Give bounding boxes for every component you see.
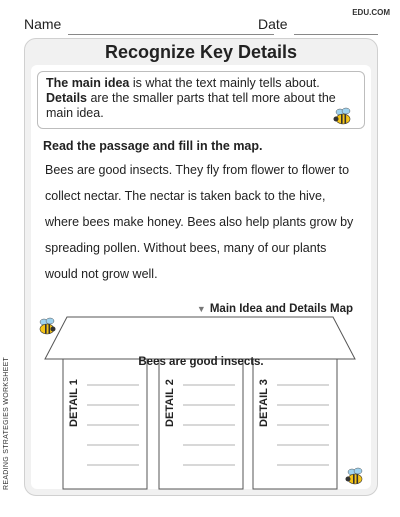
name-line[interactable]	[68, 34, 274, 35]
details-term: Details	[46, 91, 87, 105]
brand-logo: EDU.COM	[352, 8, 390, 17]
main-idea-definition: is what the text mainly tells about.	[129, 76, 320, 90]
details-definition: are the smaller parts that tell more about the main idea.	[46, 91, 336, 120]
date-label: Date	[258, 16, 288, 32]
triangle-down-icon: ▼	[196, 304, 206, 314]
main-idea-details-map	[31, 65, 371, 495]
worksheet-category: READING STRATEGIES WORKSHEET	[3, 356, 10, 490]
bee-icon	[35, 317, 57, 337]
worksheet-title: Recognize Key Details	[104, 42, 298, 62]
worksheet-body	[31, 65, 371, 489]
detail-3-label: DETAIL 3	[258, 379, 270, 427]
main-idea-text: Bees are good insects.	[138, 356, 264, 368]
detail-2-label: DETAIL 2	[164, 379, 176, 427]
detail-1-label: DETAIL 1	[68, 379, 80, 427]
date-line[interactable]	[294, 34, 378, 35]
roof-main-idea-box[interactable]	[45, 317, 355, 359]
reading-passage: Bees are good insects. They fly from flower to flower to collect nectar. The nectar is taken back to the hive, where bees make honey. Bees also help plants grow by spreading pollen. Without bees, many of our plants would not grow well.	[45, 163, 354, 281]
map-title-text: Main Idea and Details Map	[209, 303, 353, 315]
bee-icon	[343, 467, 365, 487]
instruction-text: Read the passage and fill in the map.	[43, 139, 263, 153]
worksheet-frame	[24, 38, 378, 496]
name-date-header	[24, 16, 378, 38]
name-label: Name	[24, 16, 62, 32]
main-idea-term: The main idea	[46, 76, 130, 90]
